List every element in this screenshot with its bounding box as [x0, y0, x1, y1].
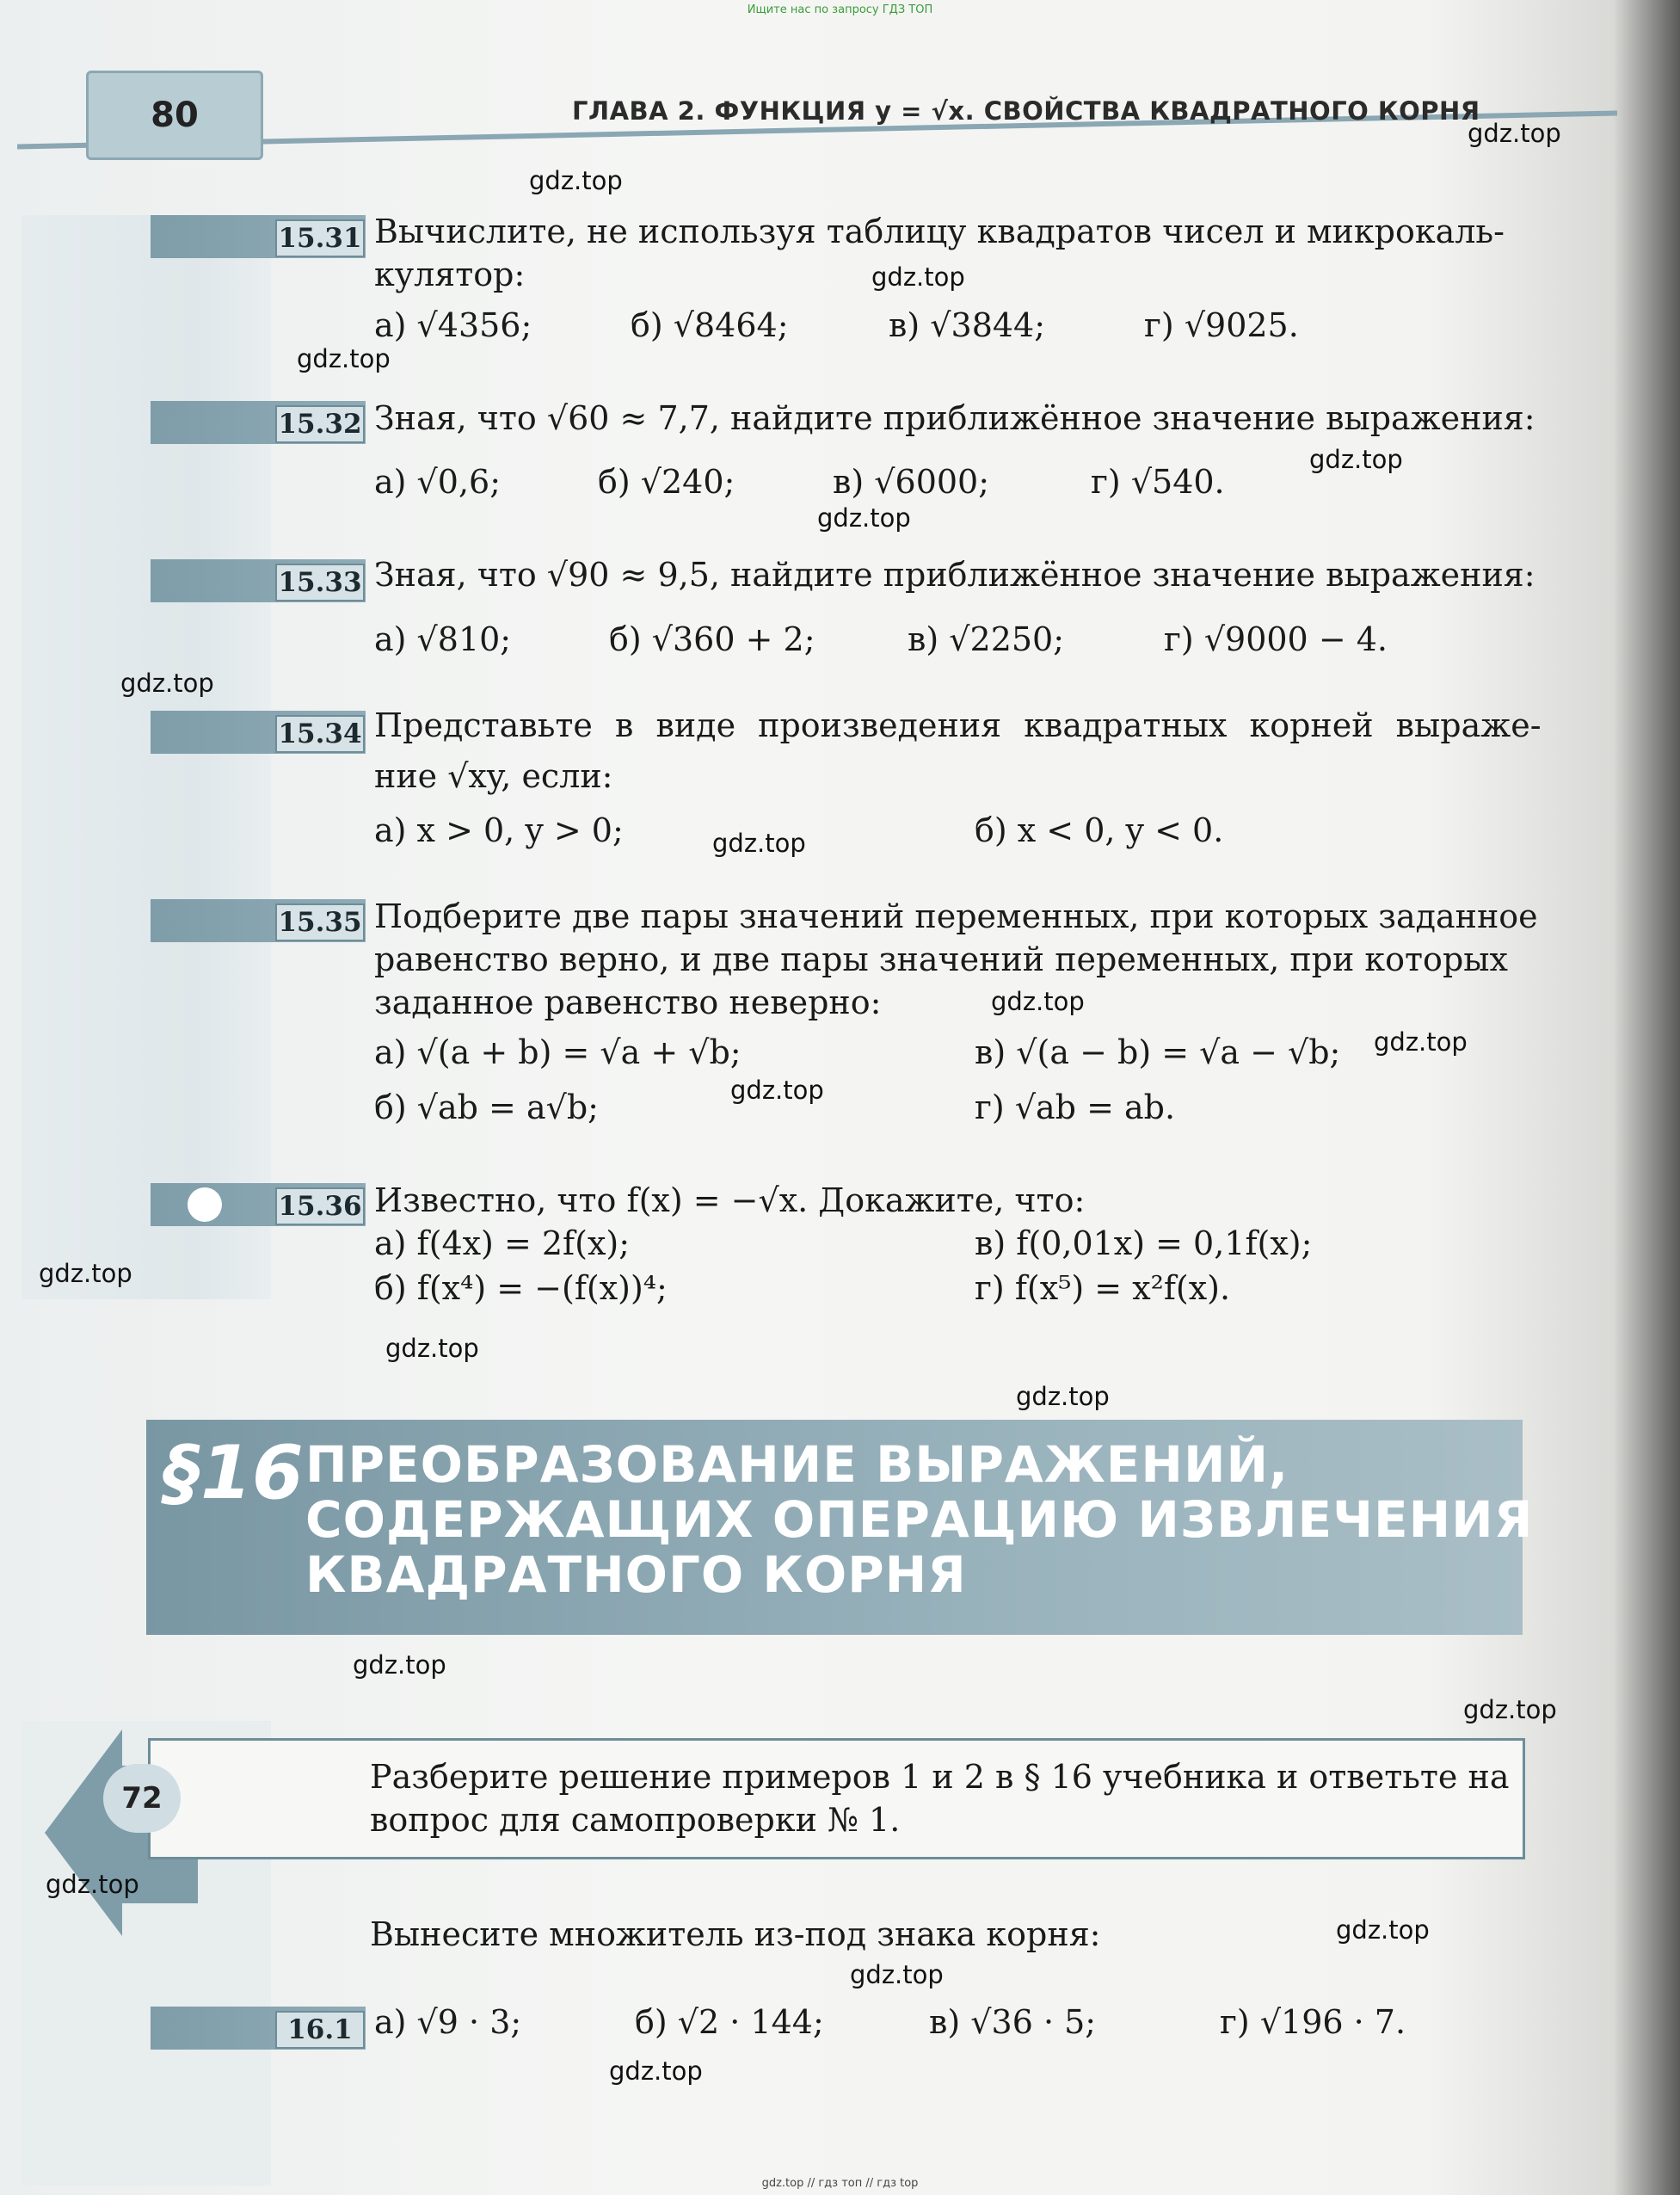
note-text: Разберите решение примеров 1 и 2 в § 16 учебника и ответьте на — [370, 1758, 1510, 1796]
problem-text: ние √xy, если: — [374, 757, 613, 795]
answer-option: б) f(x⁴) = −(f(x))⁴; — [374, 1269, 668, 1307]
watermark: gdz.top — [991, 987, 1085, 1016]
watermark: gdz.top — [1374, 1027, 1468, 1057]
problem-number: 15.35 — [275, 903, 365, 941]
problem-text: Представьте в виде произведения квадратных корней выраже- — [374, 706, 1542, 744]
answer-option: в) f(0,01x) = 0,1f(x); — [975, 1224, 1313, 1262]
watermark: gdz.top — [730, 1076, 824, 1105]
watermark: gdz.top — [1463, 1695, 1557, 1724]
problem-text: равенство верно, и две пары значений переменных, при которых — [374, 940, 1508, 978]
answer-option: в) √6000; — [833, 463, 990, 501]
problem-text: Зная, что √90 ≈ 9,5, найдите приближённое значение выражения: — [374, 556, 1535, 594]
problem-text: Подберите две пары значений переменных, при которых заданное — [374, 897, 1538, 935]
difficulty-marker-icon — [188, 1187, 222, 1222]
watermark: gdz.top — [529, 166, 623, 195]
problem-number: 15.32 — [275, 405, 365, 443]
answer-option: а) f(4x) = 2f(x); — [374, 1224, 631, 1262]
problem-number: 15.33 — [275, 564, 365, 601]
answer-option: а) √0,6; — [374, 463, 502, 501]
watermark: gdz.top — [609, 2056, 703, 2086]
answer-option: б) √240; — [598, 463, 735, 501]
answer-option: б) √360 + 2; — [609, 620, 815, 658]
watermark: gdz.top — [712, 829, 806, 858]
textbook-page-ref: 72 — [103, 1764, 181, 1833]
answer-option: г) √9025. — [1144, 306, 1299, 344]
bottom-note: gdz.top // гдз топ // гдз top — [761, 2177, 919, 2190]
watermark: gdz.top — [1309, 445, 1403, 474]
watermark: gdz.top — [1016, 1382, 1110, 1411]
problem-text: Вычислите, не используя таблицу квадратов чисел и микрокаль- — [374, 213, 1505, 250]
answer-option: а) √4356; — [374, 306, 532, 344]
answer-option: в) √(a − b) = √a − √b; — [975, 1033, 1341, 1071]
answer-option: г) √196 · 7. — [1220, 2003, 1406, 2041]
watermark: gdz.top — [120, 669, 214, 698]
page-number: 80 — [86, 71, 263, 160]
problem-text: заданное равенство неверно: — [374, 983, 882, 1021]
answer-option: б) √ab = a√b; — [374, 1088, 599, 1126]
problem-number: 15.36 — [275, 1187, 365, 1225]
watermark: gdz.top — [385, 1334, 479, 1363]
problem-text: кулятор: — [374, 256, 526, 293]
answer-option: б) x < 0, y < 0. — [975, 811, 1224, 849]
answer-option: г) f(x⁵) = x²f(x). — [975, 1269, 1231, 1307]
answer-option: а) x > 0, y > 0; — [374, 811, 624, 849]
arrow-left-icon — [45, 1729, 122, 1936]
watermark: gdz.top — [46, 1870, 139, 1899]
answer-option: а) √9 · 3; — [374, 2003, 522, 2041]
watermark: gdz.top — [1336, 1915, 1430, 1945]
section-title-line: КВАДРАТНОГО КОРНЯ — [305, 1545, 967, 1604]
watermark: gdz.top — [871, 262, 965, 292]
running-head: ГЛАВА 2. ФУНКЦИЯ y = √x. СВОЙСТВА КВАДРАТНОГО КОРНЯ — [572, 96, 1480, 126]
answer-option: а) √810; — [374, 620, 512, 658]
answer-option: г) √540. — [1091, 463, 1225, 501]
answer-option: в) √36 · 5; — [929, 2003, 1097, 2041]
problem-number: 15.34 — [275, 715, 365, 753]
answer-option: г) √9000 − 4. — [1164, 620, 1388, 658]
problem-number: 15.31 — [275, 219, 365, 257]
watermark: gdz.top — [297, 344, 391, 373]
problem-number: 16.1 — [275, 2011, 365, 2049]
section-title-line: СОДЕРЖАЩИХ ОПЕРАЦИЮ ИЗВЛЕЧЕНИЯ — [305, 1490, 1534, 1549]
watermark: gdz.top — [817, 503, 911, 533]
top-note: Ищите нас по запросу ГДЗ ТОП — [747, 3, 933, 16]
watermark: gdz.top — [353, 1650, 446, 1680]
answer-option: а) √(a + b) = √a + √b; — [374, 1033, 742, 1071]
left-margin-band — [22, 215, 271, 1299]
watermark: gdz.top — [39, 1259, 132, 1288]
answer-option: б) √8464; — [631, 306, 789, 344]
watermark: gdz.top — [1468, 119, 1561, 148]
section-title-line: ПРЕОБРАЗОВАНИЕ ВЫРАЖЕНИЙ, — [305, 1435, 1289, 1494]
answer-option: в) √2250; — [908, 620, 1065, 658]
note-text: вопрос для самопроверки № 1. — [370, 1801, 901, 1839]
section-symbol: §16 — [163, 1430, 304, 1516]
exercise-instruction: Вынесите множитель из-под знака корня: — [370, 1915, 1101, 1953]
answer-option: в) √3844; — [889, 306, 1046, 344]
section-title — [305, 1437, 1533, 1602]
answer-option: г) √ab = ab. — [975, 1088, 1176, 1126]
problem-text: Известно, что f(x) = −√x. Докажите, что: — [374, 1181, 1086, 1219]
problem-text: Зная, что √60 ≈ 7,7, найдите приближённое значение выражения: — [374, 399, 1535, 437]
watermark: gdz.top — [850, 1960, 944, 1989]
answer-option: б) √2 · 144; — [635, 2003, 824, 2041]
